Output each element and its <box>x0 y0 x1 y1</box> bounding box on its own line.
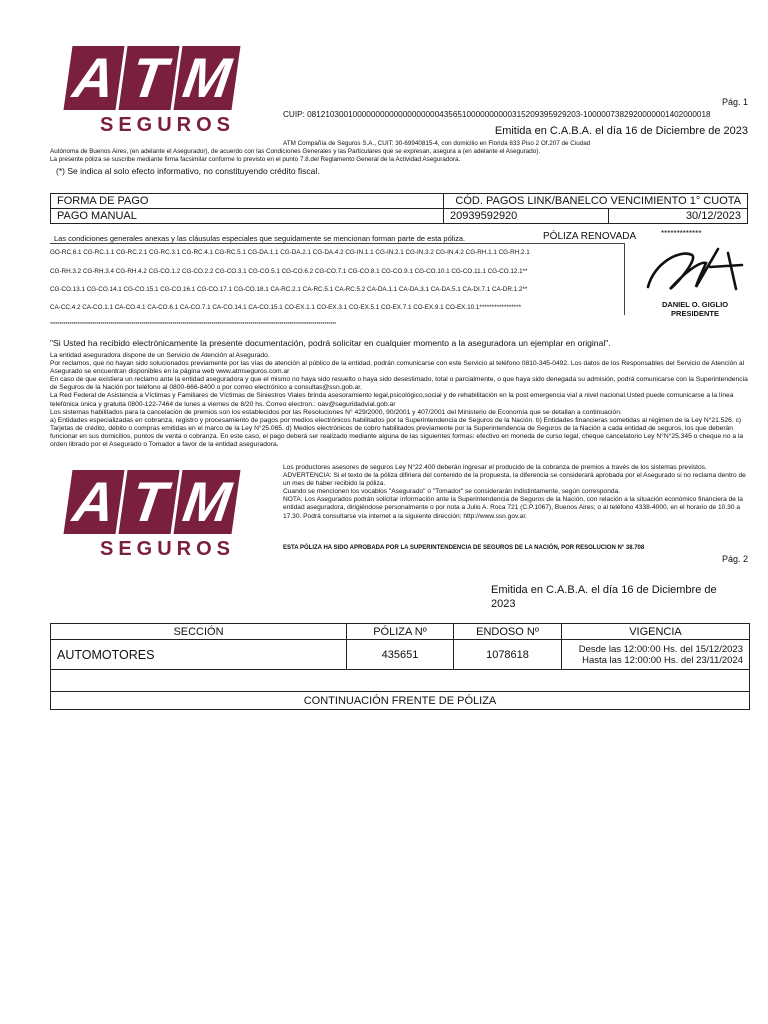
legal-paragraph: Cuando se mencionen los vocablos "Asegurado" o "Tomador" se considerarán indistintamente, según corresponda. <box>283 488 621 496</box>
logo-letter-t: T <box>119 46 180 110</box>
electronic-note: "Si Usted ha recibido electrónicamente la presente documentación, podrá solicitar en cualquier momento a la aseguradora un ejemplar en original". <box>50 338 611 348</box>
legal-paragraph: ADVERTENCIA: Si el texto de la póliza difiriera del contenido de la propuesta, la diferencia se considerará aprobada por el Asegurado si no reclama dentro de un mes de haber recibido la póliza. <box>283 472 746 488</box>
issued-date-page2 <box>491 583 717 611</box>
section-value: AUTOMOTORES <box>51 640 347 670</box>
logo-letter-m: M <box>174 470 241 534</box>
logo-subtitle: SEGUROS <box>100 538 236 560</box>
legal-paragraph: a) Entidades especializadas en cobranza, registro y procesamiento de pagos por medios electrónicos habilitados por la Superintendencia de Seguros de la Nación. b) Entidades financieras sometidas al régimen de la Ley N°21.526. c) Tarjetas de crédito, débito o compras emitidas en el marco de la Ley N°25.065. d) Medios electrónicos de cobro habilitados previamente por la Superintendencia de Seguros de la Nación a cada entidad de seguros, los que deberán funcionar en sus domicilios, puntos de venta o cobranza. En este caso, el pago deberá ser realizado mediante alguna de las siguientes formas: efectivo en moneda de curso legal, cheque cancelatorio Ley N°N°25.345 o cheque no a la orden librado por el Asegurado o Tomador a favor de la entidad aseguradora. <box>50 416 744 449</box>
payment-code-header: CÓD. PAGOS LINK/BANELCO VENCIMIENTO 1° CUOTA <box>444 194 748 209</box>
legal-paragraph: La Red Federal de Asistencia a Víctimas y Familiares de Víctimas de Siniestros Viales brinda asesoramiento legal,psicológico,social y de rehabilitación en la post emergencia vial a nivel nacional.Usted puede comunicarse a la línea telefónica única y gratuita 0800-122-7464 de lunes a viernes de 8/20 hs. Correo electron.: oav@seguridadvial.gob.ar <box>50 392 734 408</box>
legal-paragraph: Los productores asesores de seguros Ley N°22.400 deberán ingresar el producido de la cobranza de premios a través de los sistemas previstos. <box>283 464 707 471</box>
legal-paragraph: La entidad aseguradora dispone de un Servicio de Atención al Asegurado. <box>50 352 270 359</box>
logo-letter-m: M <box>174 46 241 110</box>
legal-paragraph: NOTA: Los Asegurados podrán solicitar información ante la Superintendencia de Seguros de la Nación, con relación a la situación económico financiera de la entidad aseguradora, dirigiéndose personalmente o por nota a Julio A. Roca 721 (C.P.1067), Buenos Aires; o al teléfono 4338-4000, en el horario de 10.30 a 17.30. Podrá consultarse vía internet a la siguiente dirección: http://www.ssn.gov.ar. <box>283 496 743 520</box>
logo-letter-a: A <box>64 470 125 534</box>
info-note: (*) Se indica al solo efecto informativo, no constituyendo crédito fiscal. <box>56 166 320 176</box>
stars-line: *************************************************************************************************************************************************** <box>50 322 337 328</box>
company-line-2: Autónoma de Buenos Aires, (en adelante el Asegurador), de acuerdo con las Condiciones Generales y las Particulares que se expresan, asegura a (en adelante el Asegurado). <box>50 148 541 155</box>
clause-codes-1: GO-RC.6.1 CG-RC.1.1 CG-RC.2.1 CG-RC.3.1 CG-RC.4.1 CG-RC.5.1 CG-DA.1.1 CG-DA.2.1 CG-DA.4.2 CG-IN.1.1 CG-IN.2.1 CG-IN.3.2 CG-IN.4.2 CG-RH.1.1 CG-RH.2.1 <box>50 249 530 256</box>
endorse-value: 1078618 <box>454 640 562 670</box>
payment-code: 20939592920 <box>444 209 609 224</box>
renewed-badge: PÓLIZA RENOVADA <box>543 231 637 242</box>
legal-text-right <box>283 464 753 521</box>
cuip-line: CUIP: 08121030010000000000000000000435651000000000031520939592920​3-1000007382920000001402000018 <box>283 110 711 119</box>
payment-method-header: FORMA DE PAGO <box>51 194 444 209</box>
header-policy: PÓLIZA Nº <box>347 624 454 640</box>
payment-due: 30/12/2023 <box>608 209 747 224</box>
conditions-vdivider <box>624 243 625 315</box>
legal-paragraph: En caso de que existiera un reclamo ante la entidad aseguradora y que el mismo no haya sido resuelto o haya sido desestimado, total o parcialmente, o que haya sido denegada su admisión, podrá comunicarse con la Superintendencia de Seguros de la Nación por teléfono al 0800-666-8400 o por correo electrónico a consultas@ssn.gob.ar. <box>50 376 748 392</box>
conditions-intro: Las condiciones generales anexas y las cláusulas especiales que seguidamente se mencionan forman parte de esta póliza. <box>54 234 466 243</box>
legal-paragraph: Los sistemas habilitados para la cancelación de premios son los establecidos por las Resoluciones N° 429/2000, 90/2001 y 407/2001 del Ministerio de Economía que se detallan a continuación: <box>50 408 622 416</box>
company-line-3: La presente póliza se suscribe mediante firma facsimilar conforme lo previsto en el punto 7.8.del Reglamento General de la Actividad Aseguradora. <box>50 156 461 163</box>
signature-name: DANIEL O. GIGLIO <box>661 300 729 309</box>
validity-to: Hasta las 12:00:00 Hs. del 23/11/2024 <box>582 654 743 666</box>
clause-codes-3: CG-CO.13.1 CG-CO.14.1 CG-CO.15.1 CG-CO.16.1 CG-CO.17.1 CG-CO.18.1 CA-RC.2.1 CA-RC.5.1 CA-RC.5.2 CA-DA.1.1 CA-DA.3.1 CA-DA.5.1 CA-DI.7.1 CA-DR.1.2** <box>50 286 528 293</box>
empty-row <box>51 670 750 692</box>
clause-codes-2: CG-RH.3.2 CG-RH.3.4 CG-RH.4.2 CG-CO.1.2 CG-CO.2.2 CG-CO.3.1 CG-CO.5.1 CG-CO.6.2 CG-CO.7.1 CG-CO.8.1 CG-CO.9.1 CG-CO.10.1 CG-CO.11.1 CG-CO.12.1** <box>50 268 528 275</box>
page-number-2: Pág. 2 <box>721 554 748 564</box>
atm-logo <box>68 46 236 137</box>
company-line-1: ATM Compañía de Seguros S.A., CUIT: 30-69940815-4, con domicilio en Florida 833 Piso 2 Of.207 de Ciudad <box>283 140 591 147</box>
conditions-divider <box>50 243 625 244</box>
page-number-1: Pág. 1 <box>721 97 748 107</box>
approval-line: ESTA PÓLIZA HA SIDO APROBADA POR LA SUPERINTENDENCIA DE SEGUROS DE LA NACIÓN, POR RESOLUCION N° 38.708 <box>283 545 645 551</box>
logo-subtitle: SEGUROS <box>100 114 236 136</box>
atm-logo-page2 <box>68 470 236 561</box>
clause-codes-4: CA-CC.4.2 CA-CO.1.1 CA-CO.4.1 CA-CO.6.1 CA-CO.7.1 CA-CO.14.1 CA-CO.15.1 CO-EX.1.1 CO-EX.3.1 CO-EX.5.1 CO-EX.7.1 CO-EX.9.1 CO-EX.10.1***************** <box>50 304 522 311</box>
header-validity: VIGENCIA <box>562 624 750 640</box>
legal-paragraph: Por reclamos, que no hayan sido solucionados previamente por las vías de atención al público de la entidad, podrán comunicarse con este Servicio al teléfono 0810-345-0492. Los datos de los Responsables del Servicio de Atención al Asegurado se encuentran disponibles en la página web www.atmseguros.com.ar <box>50 360 745 376</box>
renewed-stars: ************* <box>661 229 702 238</box>
validity-value <box>562 640 750 670</box>
logo-letter-t: T <box>119 470 180 534</box>
header-section: SECCIÓN <box>51 624 347 640</box>
payment-method: PAGO MANUAL <box>51 209 444 224</box>
signature <box>640 243 750 318</box>
issued-line-2: 2023 <box>491 598 516 610</box>
signature-role: PRESIDENTE <box>671 309 719 318</box>
signature-scribble-icon <box>640 243 750 295</box>
header-endorse: ENDOSO Nº <box>454 624 562 640</box>
policy-value: 435651 <box>347 640 454 670</box>
issued-line-1: Emitida en C.A.B.A. el día 16 de Diciembre de <box>491 584 717 596</box>
policy-table <box>50 623 750 710</box>
validity-from: Desde las 12:00:00 Hs. del 15/12/2023 <box>578 643 743 655</box>
issued-date: Emitida en C.A.B.A. el día 16 de Diciembre de 2023 <box>494 125 748 137</box>
continuation-label: CONTINUACIÓN FRENTE DE PÓLIZA <box>51 692 750 710</box>
legal-text <box>50 352 750 449</box>
payment-table <box>50 193 748 224</box>
logo-letter-a: A <box>64 46 125 110</box>
